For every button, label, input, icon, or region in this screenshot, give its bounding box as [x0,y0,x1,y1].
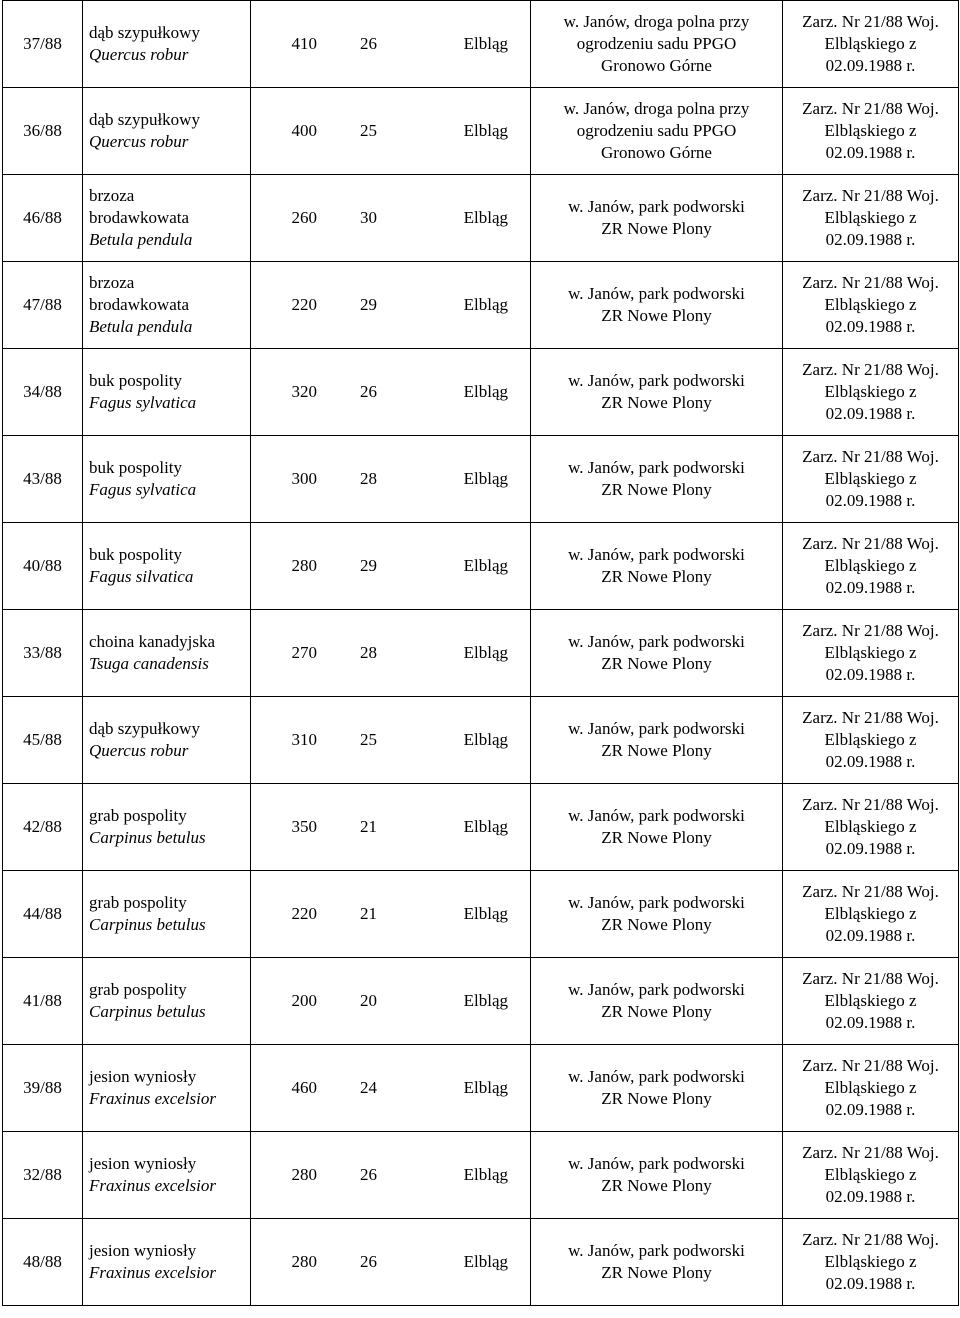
tree-height: 26 [360,1252,377,1271]
legal-document-cell [783,262,959,349]
metrics-cell [251,262,531,349]
location-line: w. Janów, park podworski [568,1067,745,1086]
legal-document-line: Elbląskiego z [824,295,917,314]
table-row [3,610,959,697]
location-line: w. Janów, park podworski [568,632,745,651]
location-line: w. Janów, park podworski [568,980,745,999]
tree-height: 29 [360,295,377,314]
legal-document-cell [783,697,959,784]
location-cell [531,1045,783,1132]
trunk-circumference: 220 [291,904,317,923]
legal-document-cell [783,175,959,262]
location-cell [531,262,783,349]
species-cell [83,784,251,871]
table-row [3,871,959,958]
location-line: ZR Nowe Plony [601,567,712,586]
legal-document-line: 02.09.1988 r. [825,839,916,858]
species-cell [83,1219,251,1306]
location-line: ZR Nowe Plony [601,741,712,760]
commune-name: Elbląg [463,991,508,1010]
location-line: ZR Nowe Plony [601,915,712,934]
species-cell [83,610,251,697]
trunk-circumference: 310 [291,730,317,749]
legal-document-line: Zarz. Nr 21/88 Woj. [802,534,939,553]
legal-document-line: 02.09.1988 r. [825,143,916,162]
commune-name: Elbląg [463,208,508,227]
location-line: Gronowo Górne [601,143,712,162]
trunk-circumference: 270 [291,643,317,662]
commune-name: Elbląg [463,121,508,140]
metrics-cell [251,175,531,262]
monument-number: 39/88 [3,1045,83,1132]
monument-number: 45/88 [3,697,83,784]
species-latin-name: Quercus robur [89,741,189,760]
location-line: ZR Nowe Plony [601,1089,712,1108]
legal-document-line: Zarz. Nr 21/88 Woj. [802,273,939,292]
location-line: w. Janów, park podworski [568,458,745,477]
location-cell [531,436,783,523]
location-cell [531,523,783,610]
legal-document-line: 02.09.1988 r. [825,665,916,684]
location-line: w. Janów, park podworski [568,1154,745,1173]
legal-document-line: 02.09.1988 r. [825,752,916,771]
species-polish-name: brzoza [89,273,135,292]
legal-document-line: 02.09.1988 r. [825,578,916,597]
legal-document-line: 02.09.1988 r. [825,404,916,423]
species-polish-name: grab pospolity [89,893,187,912]
legal-document-line: Zarz. Nr 21/88 Woj. [802,795,939,814]
species-latin-name: Betula pendula [89,317,193,336]
legal-document-cell [783,1,959,88]
location-line: w. Janów, park podworski [568,893,745,912]
legal-document-line: Elbląskiego z [824,382,917,401]
legal-document-line: Elbląskiego z [824,1078,917,1097]
species-latin-name: Fagus silvatica [89,567,194,586]
metrics-row [257,903,524,925]
commune-name: Elbląg [463,904,508,923]
trunk-circumference: 300 [291,469,317,488]
species-latin-name: Fagus sylvatica [89,480,197,499]
species-latin-name: Tsuga canadensis [89,654,209,673]
location-cell [531,697,783,784]
legal-document-line: Zarz. Nr 21/88 Woj. [802,621,939,640]
location-cell [531,88,783,175]
commune-name: Elbląg [463,295,508,314]
location-cell [531,1,783,88]
legal-document-cell [783,1219,959,1306]
metrics-row [257,381,524,403]
trunk-circumference: 400 [291,121,317,140]
legal-document-line: Zarz. Nr 21/88 Woj. [802,447,939,466]
metrics-row [257,816,524,838]
monument-number: 41/88 [3,958,83,1045]
metrics-cell [251,784,531,871]
location-line: w. Janów, park podworski [568,284,745,303]
location-line: w. Janów, park podworski [568,545,745,564]
commune-name: Elbląg [463,382,508,401]
species-polish-name: buk pospolity [89,371,183,390]
species-polish-name: dąb szypułkowy [89,110,200,129]
legal-document-line: Elbląskiego z [824,904,917,923]
species-cell [83,1045,251,1132]
species-polish-name: jesion wyniosły [89,1241,197,1260]
metrics-row [257,33,524,55]
location-cell [531,349,783,436]
legal-document-line: Elbląskiego z [824,991,917,1010]
metrics-row [257,1251,524,1273]
species-cell [83,436,251,523]
legal-document-cell [783,523,959,610]
metrics-cell [251,610,531,697]
species-cell [83,175,251,262]
species-cell [83,349,251,436]
legal-document-line: Zarz. Nr 21/88 Woj. [802,12,939,31]
metrics-cell [251,523,531,610]
tree-height: 24 [360,1078,377,1097]
monument-number: 42/88 [3,784,83,871]
species-cell [83,523,251,610]
species-polish-name: dąb szypułkowy [89,23,200,42]
tree-height: 25 [360,730,377,749]
legal-document-line: Elbląskiego z [824,469,917,488]
tree-height: 28 [360,469,377,488]
legal-document-line: 02.09.1988 r. [825,1013,916,1032]
species-latin-name: Fagus sylvatica [89,393,197,412]
tree-height: 21 [360,817,377,836]
legal-document-line: 02.09.1988 r. [825,1274,916,1293]
metrics-cell [251,958,531,1045]
monument-number: 43/88 [3,436,83,523]
table-row [3,1,959,88]
monument-number: 33/88 [3,610,83,697]
location-line: ogrodzeniu sadu PPGO [576,121,737,140]
species-latin-name: Fraxinus excelsior [89,1263,216,1282]
commune-name: Elbląg [463,1165,508,1184]
location-cell [531,610,783,697]
commune-name: Elbląg [463,1252,508,1271]
table-body [3,1,959,1306]
location-cell [531,1132,783,1219]
location-cell [531,958,783,1045]
metrics-row [257,1164,524,1186]
monument-number: 40/88 [3,523,83,610]
legal-document-cell [783,436,959,523]
metrics-row [257,642,524,664]
legal-document-line: 02.09.1988 r. [825,56,916,75]
trunk-circumference: 410 [291,34,317,53]
species-polish-name: buk pospolity [89,545,183,564]
species-latin-name: Carpinus betulus [89,1002,206,1021]
legal-document-line: Elbląskiego z [824,208,917,227]
species-cell [83,958,251,1045]
species-cell [83,871,251,958]
metrics-cell [251,88,531,175]
legal-document-cell [783,784,959,871]
table-row [3,175,959,262]
trunk-circumference: 350 [291,817,317,836]
species-latin-name: Fraxinus excelsior [89,1089,216,1108]
location-line: ZR Nowe Plony [601,480,712,499]
legal-document-line: Elbląskiego z [824,1252,917,1271]
legal-document-cell [783,1132,959,1219]
legal-document-line: Elbląskiego z [824,121,917,140]
table-row [3,349,959,436]
legal-document-line: Elbląskiego z [824,556,917,575]
monument-number: 46/88 [3,175,83,262]
trunk-circumference: 280 [291,1165,317,1184]
location-line: w. Janów, park podworski [568,719,745,738]
species-latin-name: Quercus robur [89,45,189,64]
trunk-circumference: 280 [291,556,317,575]
species-polish-name: jesion wyniosły [89,1067,197,1086]
legal-document-cell [783,1045,959,1132]
table-row [3,1045,959,1132]
legal-document-line: Elbląskiego z [824,643,917,662]
legal-document-line: Elbląskiego z [824,730,917,749]
tree-height: 25 [360,121,377,140]
trunk-circumference: 320 [291,382,317,401]
tree-height: 26 [360,1165,377,1184]
metrics-cell [251,349,531,436]
tree-height: 20 [360,991,377,1010]
commune-name: Elbląg [463,556,508,575]
natural-monuments-table [2,0,959,1306]
location-line: w. Janów, droga polna przy [563,12,750,31]
trunk-circumference: 200 [291,991,317,1010]
trunk-circumference: 220 [291,295,317,314]
species-latin-name: Fraxinus excelsior [89,1176,216,1195]
commune-name: Elbląg [463,817,508,836]
monument-number: 44/88 [3,871,83,958]
legal-document-line: Elbląskiego z [824,1165,917,1184]
species-polish-name: grab pospolity [89,806,187,825]
legal-document-line: 02.09.1988 r. [825,1187,916,1206]
metrics-row [257,729,524,751]
table-row [3,1219,959,1306]
trunk-circumference: 460 [291,1078,317,1097]
table-row [3,784,959,871]
legal-document-cell [783,610,959,697]
legal-document-line: Elbląskiego z [824,34,917,53]
location-line: ZR Nowe Plony [601,306,712,325]
legal-document-line: Zarz. Nr 21/88 Woj. [802,1056,939,1075]
species-latin-name: Carpinus betulus [89,915,206,934]
legal-document-cell [783,88,959,175]
monument-number: 37/88 [3,1,83,88]
commune-name: Elbląg [463,34,508,53]
location-line: ZR Nowe Plony [601,1176,712,1195]
location-cell [531,871,783,958]
location-line: ZR Nowe Plony [601,1002,712,1021]
tree-height: 30 [360,208,377,227]
tree-height: 26 [360,382,377,401]
commune-name: Elbląg [463,469,508,488]
location-cell [531,784,783,871]
monument-number: 47/88 [3,262,83,349]
location-line: Gronowo Górne [601,56,712,75]
legal-document-line: 02.09.1988 r. [825,1100,916,1119]
metrics-row [257,207,524,229]
commune-name: Elbląg [463,730,508,749]
table-row [3,436,959,523]
legal-document-line: Zarz. Nr 21/88 Woj. [802,360,939,379]
legal-document-line: 02.09.1988 r. [825,926,916,945]
metrics-cell [251,1132,531,1219]
metrics-cell [251,436,531,523]
monument-number: 34/88 [3,349,83,436]
legal-document-line: Zarz. Nr 21/88 Woj. [802,99,939,118]
metrics-cell [251,1045,531,1132]
legal-document-line: Zarz. Nr 21/88 Woj. [802,186,939,205]
species-cell [83,88,251,175]
metrics-cell [251,1219,531,1306]
metrics-cell [251,697,531,784]
species-polish-name: grab pospolity [89,980,187,999]
legal-document-cell [783,349,959,436]
tree-height: 21 [360,904,377,923]
location-line: w. Janów, droga polna przy [563,99,750,118]
location-cell [531,1219,783,1306]
tree-height: 29 [360,556,377,575]
legal-document-cell [783,871,959,958]
legal-document-line: 02.09.1988 r. [825,491,916,510]
species-latin-name: Quercus robur [89,132,189,151]
species-cell [83,697,251,784]
species-cell [83,1132,251,1219]
location-cell [531,175,783,262]
legal-document-line: 02.09.1988 r. [825,317,916,336]
species-polish-name: jesion wyniosły [89,1154,197,1173]
location-line: w. Janów, park podworski [568,197,745,216]
legal-document-line: Elbląskiego z [824,817,917,836]
table-row [3,1132,959,1219]
species-cell [83,1,251,88]
species-latin-name: Betula pendula [89,230,193,249]
location-line: ZR Nowe Plony [601,654,712,673]
monument-number: 36/88 [3,88,83,175]
table-row [3,958,959,1045]
trunk-circumference: 280 [291,1252,317,1271]
table-row [3,523,959,610]
location-line: ZR Nowe Plony [601,219,712,238]
species-cell [83,262,251,349]
species-polish-name: brodawkowata [89,208,190,227]
table-row [3,262,959,349]
table-row [3,697,959,784]
monument-number: 32/88 [3,1132,83,1219]
trunk-circumference: 260 [291,208,317,227]
metrics-row [257,120,524,142]
metrics-row [257,990,524,1012]
tree-height: 28 [360,643,377,662]
location-line: w. Janów, park podworski [568,806,745,825]
legal-document-line: Zarz. Nr 21/88 Woj. [802,708,939,727]
location-line: w. Janów, park podworski [568,1241,745,1260]
metrics-row [257,468,524,490]
table-row [3,88,959,175]
tree-height: 26 [360,34,377,53]
species-latin-name: Carpinus betulus [89,828,206,847]
location-line: ogrodzeniu sadu PPGO [576,34,737,53]
legal-document-line: 02.09.1988 r. [825,230,916,249]
species-polish-name: buk pospolity [89,458,183,477]
species-polish-name: brodawkowata [89,295,190,314]
location-line: ZR Nowe Plony [601,828,712,847]
commune-name: Elbląg [463,1078,508,1097]
location-line: ZR Nowe Plony [601,1263,712,1282]
species-polish-name: dąb szypułkowy [89,719,200,738]
location-line: ZR Nowe Plony [601,393,712,412]
metrics-cell [251,1,531,88]
metrics-cell [251,871,531,958]
legal-document-cell [783,958,959,1045]
metrics-row [257,1077,524,1099]
legal-document-line: Zarz. Nr 21/88 Woj. [802,969,939,988]
metrics-row [257,555,524,577]
legal-document-line: Zarz. Nr 21/88 Woj. [802,1230,939,1249]
legal-document-line: Zarz. Nr 21/88 Woj. [802,882,939,901]
species-polish-name: choina kanadyjska [89,632,216,651]
species-polish-name: brzoza [89,186,135,205]
legal-document-line: Zarz. Nr 21/88 Woj. [802,1143,939,1162]
commune-name: Elbląg [463,643,508,662]
monument-number: 48/88 [3,1219,83,1306]
location-line: w. Janów, park podworski [568,371,745,390]
metrics-row [257,294,524,316]
